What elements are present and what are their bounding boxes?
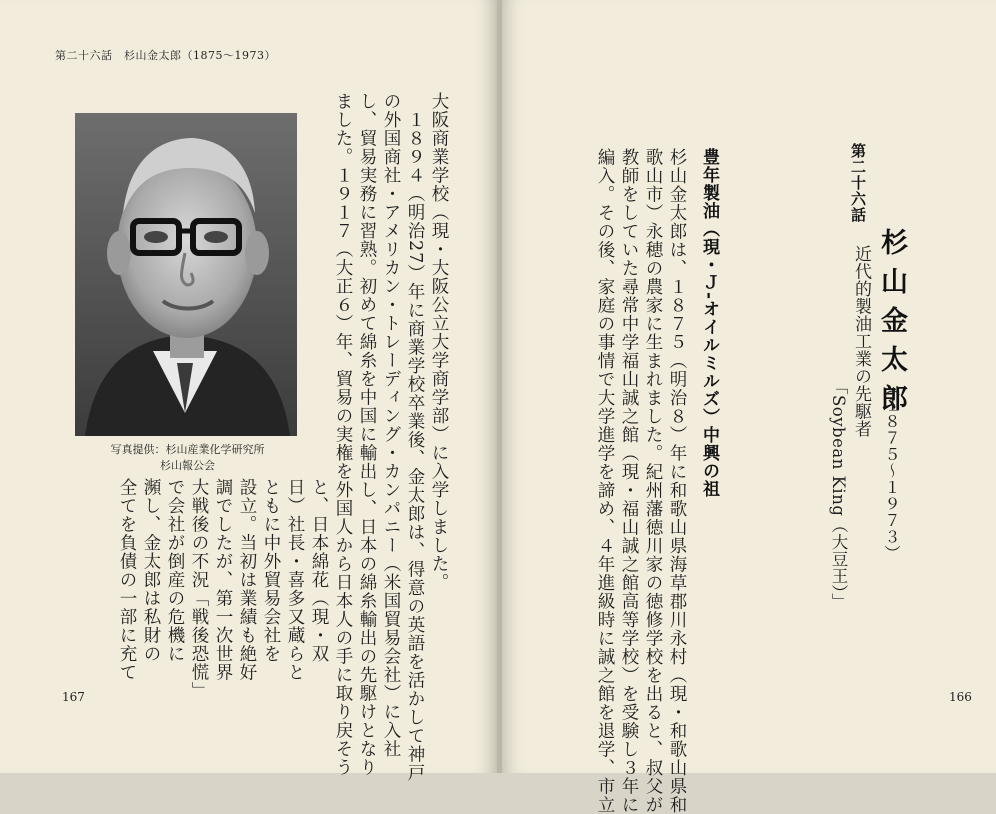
body-column: 全てを負債の一部に充て xyxy=(117,478,137,682)
body-column: 大戦後の不況「戦後恐慌」 xyxy=(189,478,209,700)
body-column: 教師をしていた尋常中学福山誠之館（現・福山誠之館高等学校）を受験し３年に xyxy=(619,148,639,814)
body-column: の外国商社・アメリカン・トレーディング・カンパニー（米国貿易会社）に入社 xyxy=(381,92,401,758)
page-number: 167 xyxy=(62,690,85,704)
body-column: 日）社長・喜多又蔵らと xyxy=(285,478,305,682)
body-column: 歌山市）永穂の農家に生まれました。紀州藩徳川家の徳修学校を出ると、叔父が xyxy=(643,148,663,814)
caption-line: 写真提供：杉山産業化学研究所 xyxy=(110,443,265,456)
chapter-tagline: 「Soybean King（大豆王）」 xyxy=(829,378,848,611)
body-column: 瀕し、金太郎は私財の xyxy=(141,478,161,663)
body-column: １８９４（明治27）年に商業学校卒業後、金太郎は、得意の英語を活かして神戸 xyxy=(405,92,425,783)
running-head: 第二十六話 杉山金太郎（1875〜1973） xyxy=(55,49,276,62)
body-column: ともに中外貿易会社を xyxy=(261,478,281,663)
chapter-years: （１８７５〜１９７３） xyxy=(882,380,901,562)
body-column: し、貿易実務に習熟。初めて綿糸を中国に輸出し、日本の綿糸輸出の先駆けとなり xyxy=(357,92,377,777)
portrait-photo xyxy=(75,113,297,436)
right-page xyxy=(502,0,996,773)
body-column: 調でしたが、第一次世界 xyxy=(213,478,233,682)
caption-line: 杉山報公会 xyxy=(160,459,215,472)
body-column: 大阪商業学校（現・大阪公立大学商学部）に入学しました。 xyxy=(429,92,449,592)
left-page xyxy=(0,0,497,783)
body-column: と、日本綿花（現・双 xyxy=(309,478,329,663)
body-column: 杉山金太郎は、１８７５（明治８）年に和歌山県海草郡川永村（現・和歌山県和 xyxy=(667,148,687,814)
body-column: ました。１９１７（大正６）年、貿易の実権を外国人から日本人の手に取り戻そう xyxy=(333,92,353,777)
photo-caption xyxy=(75,442,300,474)
section-heading: 豊年製油（現・Ｊ-オイルミルズ）中興の祖 xyxy=(699,148,719,499)
chapter-subtitle: 近代的製油工業の先駆者 xyxy=(851,245,871,438)
page-number: 166 xyxy=(949,690,972,704)
chapter-title: 杉山金太郎 xyxy=(876,228,907,423)
body-column: で会社が倒産の危機に xyxy=(165,478,185,663)
chapter-label: 第二十六話 xyxy=(849,143,867,223)
body-column: 編入。その後、家庭の事情で大学進学を諦め、４年進級時に誠之館を退学、市立 xyxy=(595,148,615,814)
body-column: 設立。当初は業績も絶好 xyxy=(237,478,257,682)
